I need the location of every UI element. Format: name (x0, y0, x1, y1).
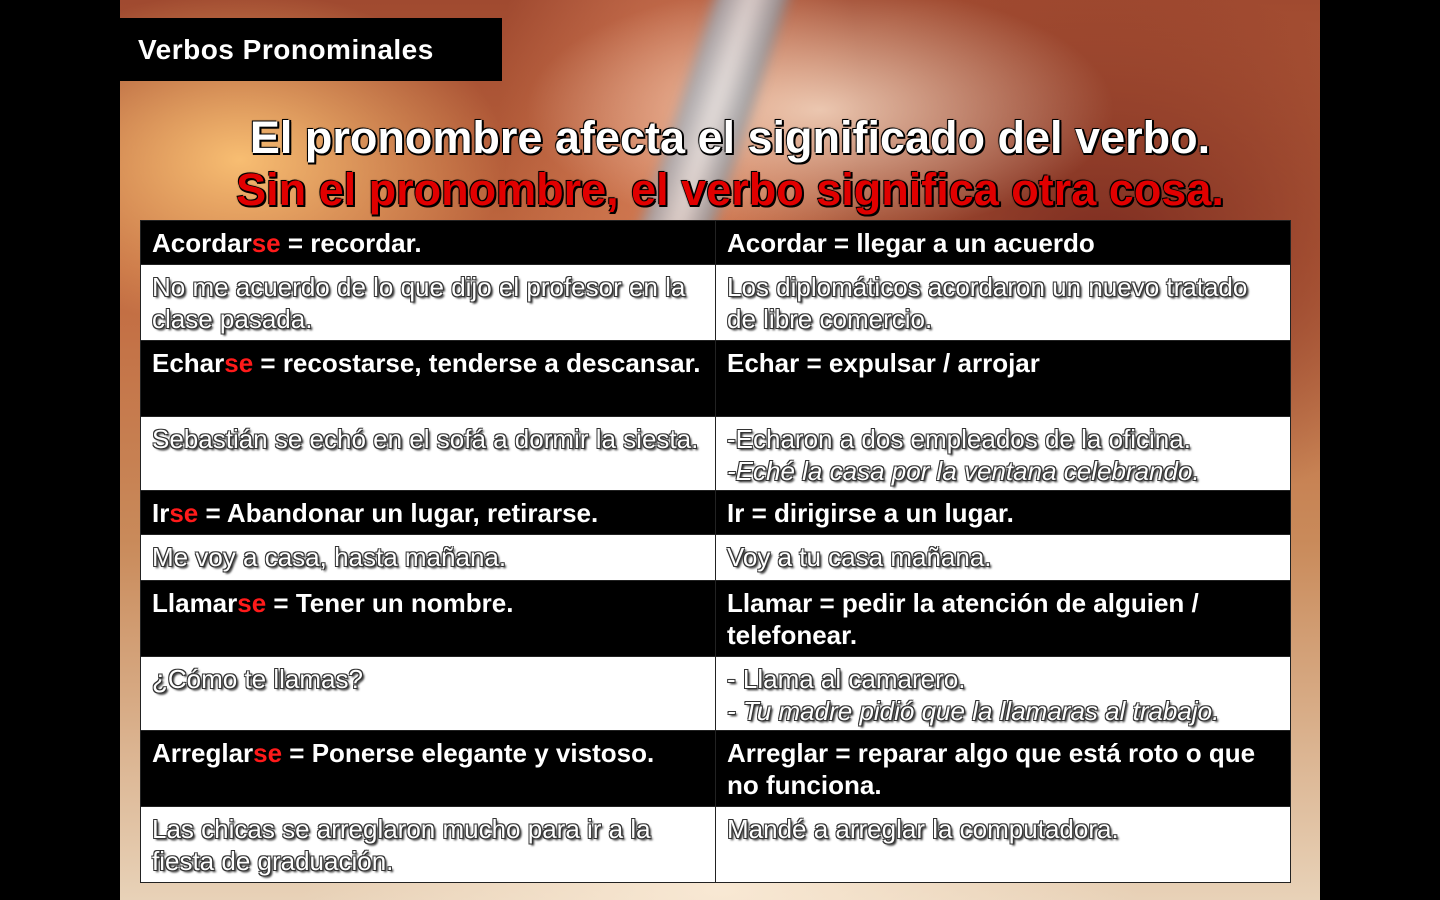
definition-cell: Llamar = pedir la atención de alguien / telefonear. (716, 581, 1291, 657)
table-row (141, 731, 1291, 807)
example-cell (716, 417, 1291, 491)
example-cell (716, 807, 1291, 883)
verb-stem: Echar (152, 348, 225, 378)
example-line: Mandé a arreglar la computadora. (727, 814, 1119, 844)
example-cell: ¿Cómo te llamas? (141, 657, 716, 731)
example-line: -Echaron a dos empleados de la oficina. (727, 424, 1191, 454)
example-cell: Sebastián se echó en el sofá a dormir la siesta. (141, 417, 716, 491)
definition-cell (141, 731, 716, 807)
verbs-table (140, 220, 1291, 883)
definition-cell: Echar = expulsar / arrojar (716, 341, 1291, 417)
example-line-italic: -Eché la casa por la ventana celebrando. (727, 456, 1200, 486)
table-row (141, 657, 1291, 731)
pronoun-suffix: se (169, 498, 199, 528)
headline-line-1: El pronombre afecta el significado del verbo. (249, 112, 1211, 163)
example-cell: Me voy a casa, hasta mañana. (141, 535, 716, 581)
verb-meaning: = Abandonar un lugar, retirarse. (198, 498, 599, 528)
definition-cell (141, 221, 716, 265)
slide (120, 0, 1320, 900)
pronoun-suffix: se (237, 588, 267, 618)
table-row (141, 807, 1291, 883)
table-row (141, 535, 1291, 581)
definition-cell: Acordar = llegar a un acuerdo (716, 221, 1291, 265)
definition-cell (141, 581, 716, 657)
verb-meaning: = Ponerse elegante y vistoso. (282, 738, 655, 768)
example-line: - Llama al camarero. (727, 664, 966, 694)
example-cell (716, 265, 1291, 341)
example-cell (716, 657, 1291, 731)
verb-stem: Llamar (152, 588, 238, 618)
definition-cell (141, 491, 716, 535)
verb-meaning: = Tener un nombre. (266, 588, 514, 618)
verb-stem: Ir (152, 498, 170, 528)
slide-title: Verbos Pronominales (138, 33, 434, 65)
pronoun-suffix: se (251, 228, 281, 258)
table-row (141, 221, 1291, 265)
example-line-italic: - Tu madre pidió que la llamaras al trabajo. (727, 696, 1220, 726)
example-cell: No me acuerdo de lo que dijo el profesor en la clase pasada. (141, 265, 716, 341)
example-line: Los diplomáticos acordaron un nuevo tratado de libre comercio. (727, 272, 1248, 334)
verb-stem: Arreglar (152, 738, 254, 768)
example-cell (716, 535, 1291, 581)
definition-cell: Ir = dirigirse a un lugar. (716, 491, 1291, 535)
definition-cell (141, 341, 716, 417)
table-row (141, 265, 1291, 341)
table-row (141, 581, 1291, 657)
verb-meaning: = recostarse, tenderse a descansar. (253, 348, 701, 378)
pronoun-suffix: se (224, 348, 254, 378)
example-line: Voy a tu casa mañana. (727, 542, 992, 572)
table-row (141, 417, 1291, 491)
slide-title-box (120, 18, 502, 81)
definition-cell: Arreglar = reparar algo que está roto o que no funciona. (716, 731, 1291, 807)
example-cell: Las chicas se arreglaron mucho para ir a la fiesta de graduación. (141, 807, 716, 883)
verb-meaning: = recordar. (280, 228, 422, 258)
pronoun-suffix: se (253, 738, 283, 768)
headline (160, 112, 1300, 216)
headline-line-2: Sin el pronombre, el verbo significa otra cosa. (236, 164, 1224, 215)
table-row (141, 341, 1291, 417)
verb-stem: Acordar (152, 228, 252, 258)
table-row (141, 491, 1291, 535)
